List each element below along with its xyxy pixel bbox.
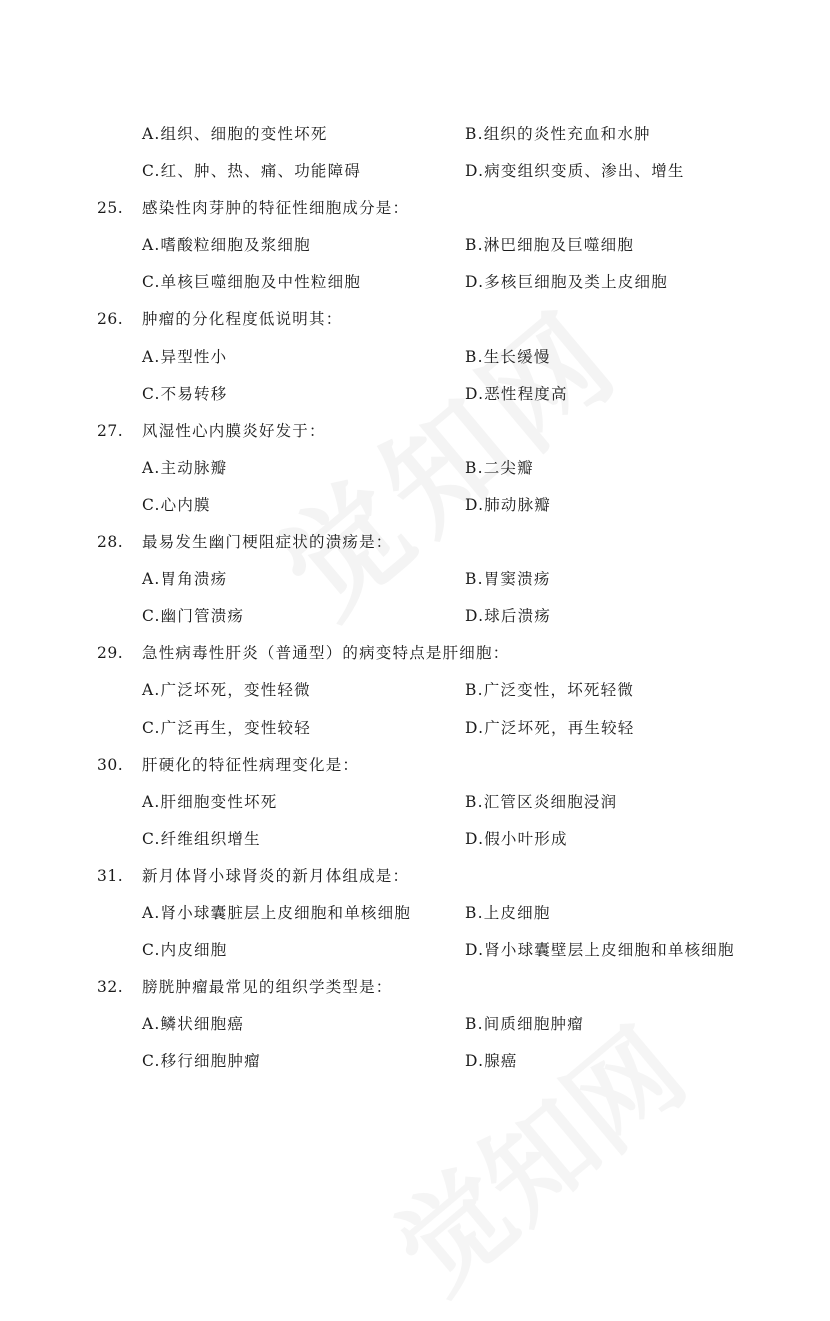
option-right: B.生长缓慢 [465, 347, 551, 366]
question-row [0, 861, 830, 898]
option-left: C.内皮细胞 [142, 941, 228, 960]
question-number: 27. [97, 421, 124, 440]
option-left: C.幽门管溃疡 [142, 607, 245, 626]
option-left: A.组织、细胞的变性坏死 [142, 125, 328, 143]
option-row [0, 787, 830, 824]
option-row [0, 1009, 830, 1046]
option-left: A.主动脉瓣 [142, 458, 228, 477]
question-row [0, 527, 830, 564]
question-number: 29. [97, 644, 124, 663]
question-row [0, 750, 830, 787]
option-left: A.肾小球囊脏层上皮细胞和单核细胞 [142, 903, 412, 922]
option-right: D.病变组织变质、渗出、增生 [465, 162, 685, 181]
option-row [0, 564, 830, 601]
question-text: 新月体肾小球肾炎的新月体组成是： [142, 866, 410, 885]
question-text: 感染性肉芽肿的特征性细胞成分是： [142, 199, 410, 218]
question-row [0, 416, 830, 453]
option-right: D.腺癌 [465, 1052, 518, 1071]
question-number: 25. [97, 199, 124, 218]
option-left: A.肝细胞变性坏死 [142, 792, 278, 811]
option-left: C.纤维组织增生 [142, 829, 261, 848]
option-left: C.不易转移 [142, 384, 228, 403]
option-right: B.汇管区炎细胞浸润 [465, 792, 618, 811]
option-row [0, 342, 830, 379]
option-left: A.胃角溃疡 [142, 570, 228, 589]
option-left: A.鳞状细胞癌 [142, 1015, 245, 1034]
option-right: D.球后溃疡 [465, 607, 552, 626]
option-right: B.上皮细胞 [465, 903, 551, 922]
option-right: B.胃窦溃疡 [465, 570, 551, 589]
option-row [0, 713, 830, 750]
question-number: 31. [97, 866, 124, 885]
question-text: 急性病毒性肝炎（普通型）的病变特点是肝细胞： [142, 644, 510, 663]
option-row [0, 675, 830, 712]
option-row [0, 119, 830, 156]
option-left: C.红、肿、热、痛、功能障碍 [142, 162, 362, 181]
question-text: 膀胱肿瘤最常见的组织学类型是： [142, 978, 393, 997]
question-text: 肿瘤的分化程度低说明其： [142, 310, 343, 329]
option-row [0, 490, 830, 527]
question-text: 风湿性心内膜炎好发于： [142, 421, 326, 440]
option-row [0, 601, 830, 638]
option-right: D.恶性程度高 [465, 384, 568, 403]
question-text: 肝硬化的特征性病理变化是： [142, 755, 360, 774]
question-row [0, 638, 830, 675]
option-left: C.心内膜 [142, 495, 211, 514]
question-text: 最易发生幽门梗阻症状的溃疡是： [142, 533, 393, 552]
option-right: D.肺动脉瓣 [465, 495, 552, 514]
option-row [0, 230, 830, 267]
question-number: 30. [97, 755, 124, 774]
option-right: B.二尖瓣 [465, 458, 534, 477]
option-row [0, 379, 830, 416]
question-number: 26. [97, 310, 124, 329]
option-row [0, 935, 830, 972]
question-row [0, 972, 830, 1009]
option-row [0, 156, 830, 193]
option-right: B.广泛变性，坏死轻微 [465, 681, 635, 700]
option-right: D.假小叶形成 [465, 829, 568, 848]
option-right: D.广泛坏死，再生较轻 [465, 718, 635, 737]
option-left: A.嗜酸粒细胞及浆细胞 [142, 236, 311, 255]
question-number: 28. [97, 533, 124, 552]
option-left: C.广泛再生，变性较轻 [142, 718, 311, 737]
question-row [0, 193, 830, 230]
option-left: A.异型性小 [142, 347, 228, 366]
question-number: 32. [97, 978, 124, 997]
option-row [0, 267, 830, 304]
option-left: A.广泛坏死，变性轻微 [142, 681, 311, 700]
option-right: B.淋巴细胞及巨噬细胞 [465, 236, 635, 255]
option-right: D.多核巨细胞及类上皮细胞 [465, 273, 668, 292]
option-row [0, 898, 830, 935]
option-left: C.移行细胞肿瘤 [142, 1052, 261, 1071]
option-right: B.组织的炎性充血和水肿 [465, 125, 651, 143]
option-right: B.间质细胞肿瘤 [465, 1015, 584, 1034]
question-list [0, 119, 830, 1083]
option-right: D.肾小球囊壁层上皮细胞和单核细胞 [465, 941, 735, 960]
option-left: C.单核巨噬细胞及中性粒细胞 [142, 273, 362, 292]
option-row [0, 453, 830, 490]
question-row [0, 304, 830, 341]
option-row [0, 1046, 830, 1083]
option-row [0, 824, 830, 861]
